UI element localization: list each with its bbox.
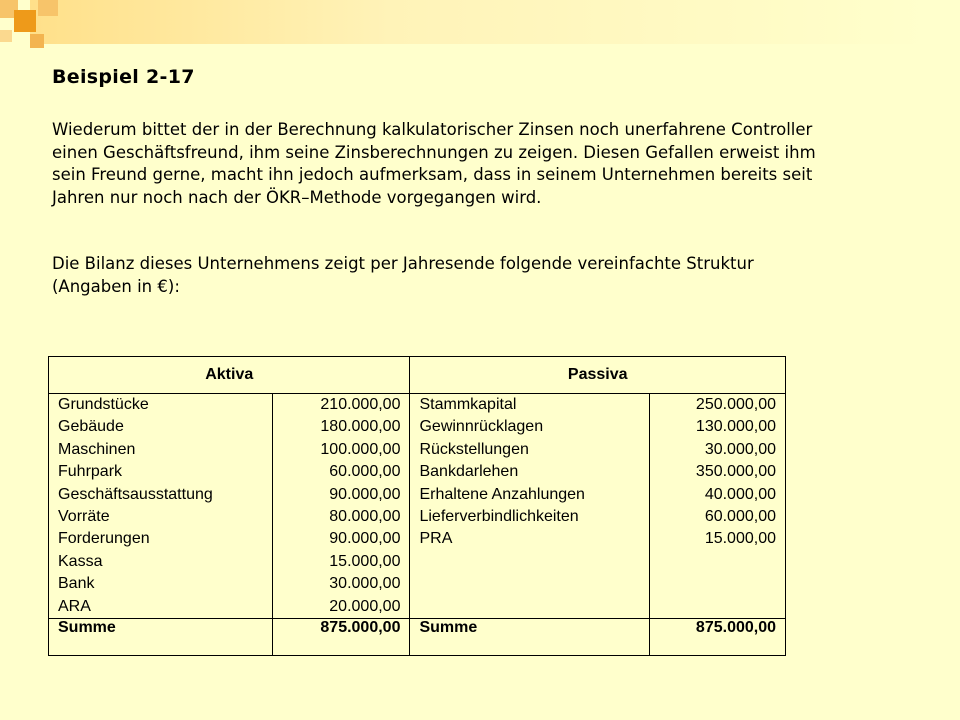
passiva-item-value: 60.000,00 — [704, 508, 776, 526]
passiva-item-label: Erhaltene Anzahlungen — [419, 485, 585, 503]
aktiva-item-value: 30.000,00 — [329, 575, 401, 593]
header-decoration-bar — [30, 0, 930, 44]
passiva-item-label: Lieferverbindlichkeiten — [419, 508, 579, 526]
aktiva-item-label: Vorräte — [58, 508, 110, 526]
sum-value-passiva: 875.000,00 — [649, 619, 785, 656]
aktiva-item-value: 90.000,00 — [329, 485, 401, 503]
passiva-item-value: 350.000,00 — [695, 463, 776, 481]
aktiva-item-label: ARA — [58, 597, 91, 615]
passiva-item-label: Rückstellungen — [419, 440, 529, 458]
aktiva-values-cell — [273, 394, 410, 619]
aktiva-item-label: Geschäftsausstattung — [58, 485, 213, 503]
passiva-item-label: PRA — [419, 530, 453, 548]
aktiva-item-label: Fuhrpark — [58, 463, 123, 481]
aktiva-item-value: 90.000,00 — [329, 530, 401, 548]
aktiva-item-value: 100.000,00 — [320, 440, 401, 458]
sum-value-aktiva: 875.000,00 — [273, 619, 410, 656]
passiva-item-label: Gewinnrücklagen — [419, 418, 544, 436]
aktiva-item-label: Forderungen — [58, 530, 150, 548]
aktiva-item-label: Maschinen — [58, 440, 136, 458]
passiva-values-cell — [649, 394, 785, 619]
passiva-item-value: 30.000,00 — [704, 440, 776, 458]
passiva-item-value: 15.000,00 — [704, 530, 776, 548]
intro-paragraph: Wiederum bittet der in der Berechnung kalkulatorischer Zinsen noch unerfahrene Controller einen Geschäftsfreund, ihm seine Zinsberechnungen zu zeigen. Diesen Gefallen erweist ihm sein Freund gerne, macht ihn jedoch aufmerksam, dass in seinem Unternehmen bereits seit Jahren nur noch nach der ÖKR–Methode vorgegangen wird. — [52, 120, 816, 207]
aktiva-item-value: 180.000,00 — [320, 418, 401, 436]
aktiva-item-value: 60.000,00 — [329, 463, 401, 481]
aktiva-item-label: Kassa — [58, 552, 103, 570]
header-passiva: Passiva — [410, 357, 786, 394]
aktiva-items-cell — [49, 394, 273, 619]
aktiva-item-label: Grundstücke — [58, 396, 149, 413]
passiva-item-value: 130.000,00 — [695, 418, 776, 436]
passiva-item-label: Bankdarlehen — [419, 463, 519, 481]
table-sum-row — [49, 619, 786, 656]
aktiva-item-value: 20.000,00 — [329, 597, 401, 615]
slide-title: Beispiel 2-17 — [52, 66, 195, 88]
aktiva-item-label: Gebäude — [58, 418, 124, 436]
passiva-item-label: Stammkapital — [419, 396, 517, 413]
aktiva-item-value: 15.000,00 — [329, 552, 401, 570]
table-header-row — [49, 357, 786, 394]
header-aktiva: Aktiva — [49, 357, 410, 394]
bilanz-table — [48, 356, 786, 656]
aktiva-item-value: 80.000,00 — [329, 508, 401, 526]
passiva-item-value: 40.000,00 — [704, 485, 776, 503]
passiva-items-cell — [410, 394, 649, 619]
sum-label-passiva: Summe — [410, 619, 649, 656]
passiva-item-value: 250.000,00 — [695, 396, 776, 413]
aktiva-item-value: 210.000,00 — [320, 396, 401, 413]
aktiva-item-label: Bank — [58, 575, 95, 593]
bilanz-intro-paragraph: Die Bilanz dieses Unternehmens zeigt per Jahresende folgende vereinfachte Struktur (Angaben in €): — [52, 254, 754, 296]
sum-label-aktiva: Summe — [49, 619, 273, 656]
table-body-row — [49, 394, 786, 619]
